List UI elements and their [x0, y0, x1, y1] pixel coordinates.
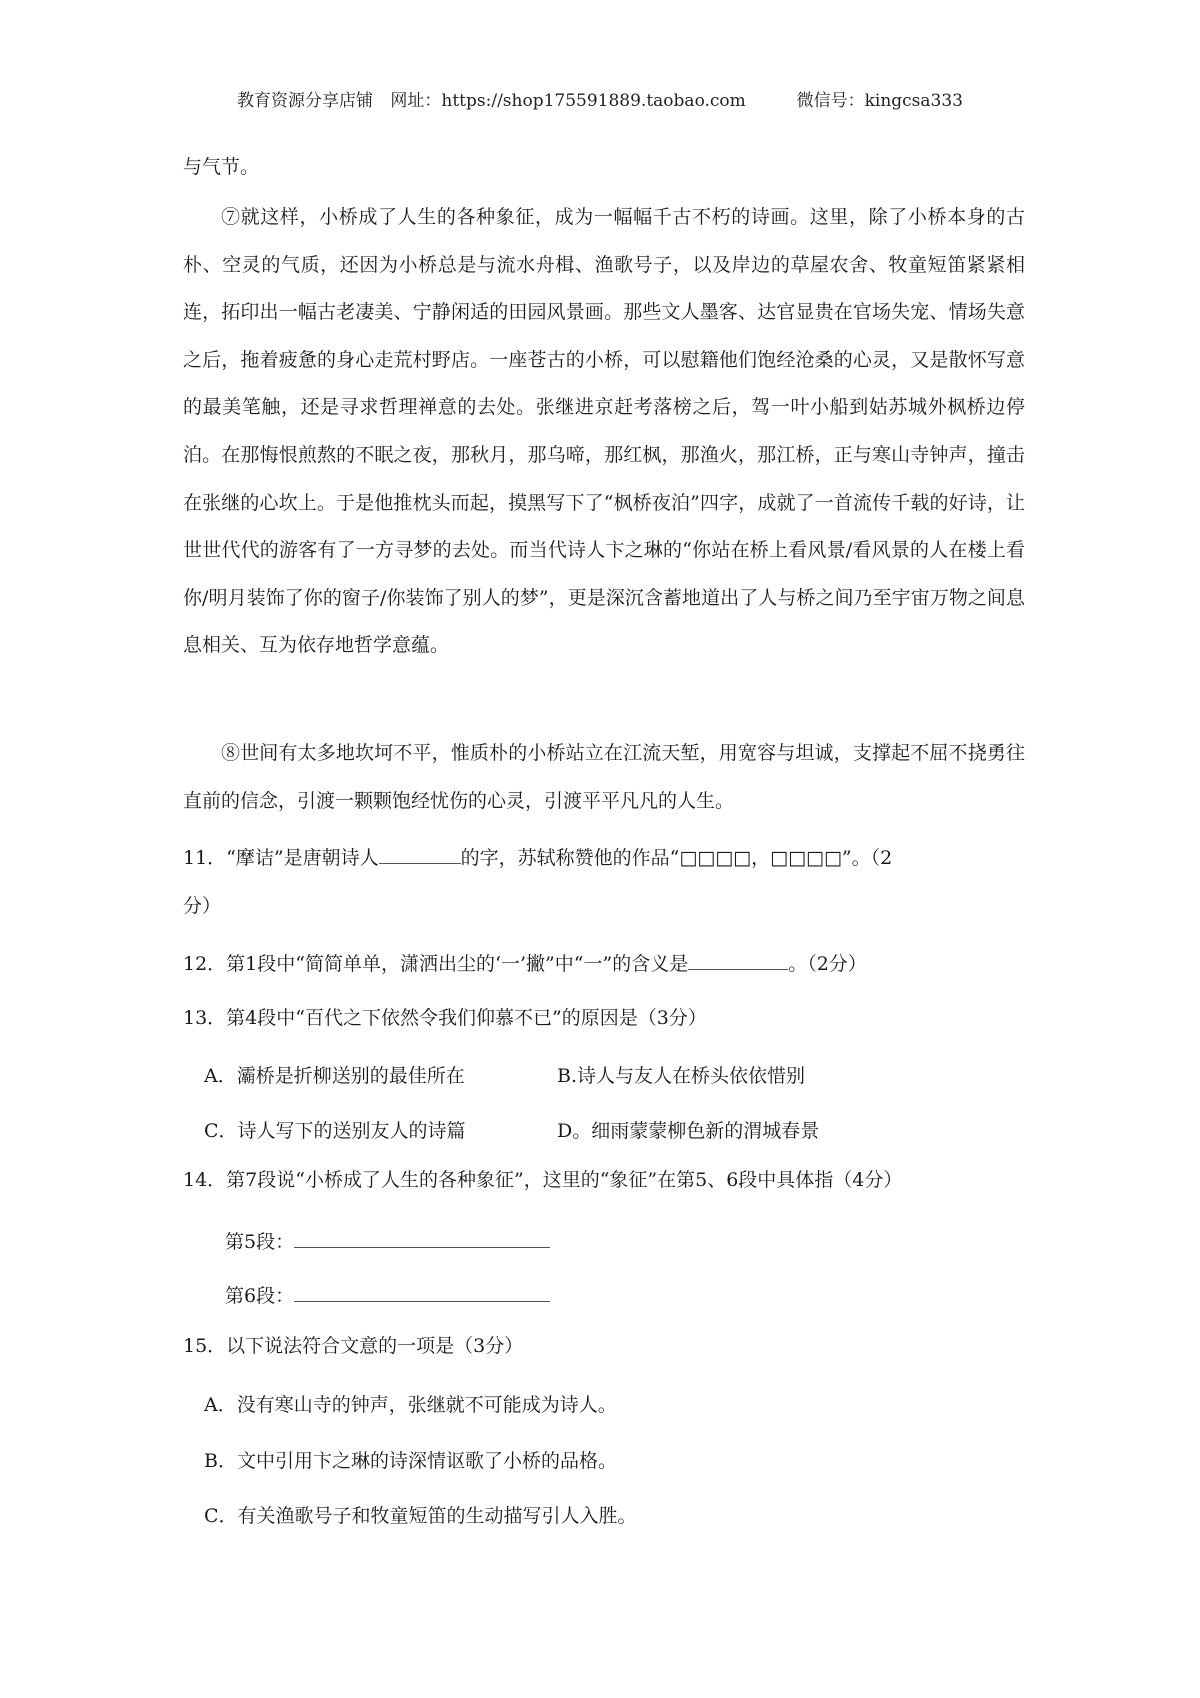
q14-paragraph-5-label: 第5段：	[225, 1231, 295, 1253]
q14-paragraph-6-label: 第6段：	[225, 1285, 295, 1307]
q13-option-b: B.诗人与友人在桥头依依惜别	[557, 1065, 806, 1087]
q14-paragraph-5	[225, 1227, 550, 1254]
carry-over-text: 与气节。	[183, 156, 260, 178]
question-11-continued: 分）	[183, 895, 222, 917]
question-12-text-b: 。（2分）	[788, 953, 867, 975]
q14-paragraph-6	[225, 1281, 550, 1308]
question-11-text-b: 的字，苏轼称赞他的作品“□□□□，□□□□”。（2	[460, 847, 893, 869]
page-header	[0, 86, 1200, 111]
question-15: 15．以下说法符合文意的一项是（3分）	[183, 1335, 524, 1357]
question-12-text-a: 12．第1段中“简简单单，潇洒出尘的‘一’撇”中“一”的含义是	[183, 953, 689, 975]
q15-option-b: B．文中引用卞之琳的诗深情讴歌了小桥的品格。	[204, 1450, 617, 1472]
q13-option-c: C．诗人写下的送别友人的诗篇	[204, 1120, 466, 1142]
paragraph-8: ⑧世间有太多地坎坷不平，惟质朴的小桥站立在江流天堑，用宽容与坦诚，支撑起不屈不挠勇往直前的信念，引渡一颗颗饱经忧伤的心灵，引渡平平凡凡的人生。	[183, 742, 1025, 812]
answer-blank-14-p5[interactable]	[294, 1246, 550, 1248]
question-14: 14．第7段说“小桥成了人生的各种象征”，这里的“象征”在第5、6段中具体指（4分）	[183, 1169, 903, 1191]
question-11-text-a: 11．“摩诘”是唐朝诗人	[183, 847, 379, 869]
answer-blank-11[interactable]	[379, 862, 461, 864]
question-13: 13．第4段中“百代之下依然令我们仰慕不已”的原因是（3分）	[183, 1007, 707, 1029]
q15-option-a: A．没有寒山寺的钟声，张继就不可能成为诗人。	[204, 1394, 617, 1416]
paragraph-7: ⑦就这样，小桥成了人生的各种象征，成为一幅幅千古不朽的诗画。这里，除了小桥本身的古朴、空灵的气质，还因为小桥总是与流水舟楫、渔歌号子，以及岸边的草屋农舍、牧童短笛紧紧相连，拓印出一幅古老凄美、宁静闲适的田园风景画。那些文人墨客、达官显贵在官场失宠、情场失意之后，拖着疲惫的身心走荒村野店。一座苍古的小桥，可以慰籍他们饱经沧桑的心灵，又是散怀写意的最美笔触，还是寻求哲理禅意的去处。张继进京赶考落榜之后，驾一叶小船到姑苏城外枫桥边停泊。在那悔恨煎熬的不眠之夜，那秋月，那乌啼，那红枫，那渔火，那江桥，正与寒山寺钟声，撞击在张继的心坎上。于是他推枕头而起，摸黑写下了“枫桥夜泊”四字，成就了一首流传千载的好诗，让世世代代的游客有了一方寻梦的去处。而当代诗人卞之琳的“你站在桥上看风景/看风景的人在楼上看你/明月装饰了你的窗子/你装饰了别人的梦”，更是深沉含蓄地道出了人与桥之间乃至宇宙万物之间息息相关、互为依存地哲学意蕴。	[183, 206, 1025, 657]
q13-option-a: A．灞桥是折柳送别的最佳所在	[204, 1065, 465, 1087]
question-11	[183, 849, 892, 868]
answer-blank-12[interactable]	[688, 968, 788, 970]
shop-name: 教育资源分享店铺	[237, 91, 373, 111]
q13-option-d: D。细雨蒙蒙柳色新的渭城春景	[557, 1120, 820, 1142]
answer-blank-14-p6[interactable]	[294, 1300, 550, 1302]
question-12	[183, 955, 867, 974]
wechat-label: 微信号：kingcsa333	[796, 91, 963, 111]
q15-option-c: C．有关渔歌号子和牧童短笛的生动描写引人入胜。	[204, 1505, 637, 1527]
website-label: 网址：https://shop175591889.taobao.com	[390, 91, 746, 111]
